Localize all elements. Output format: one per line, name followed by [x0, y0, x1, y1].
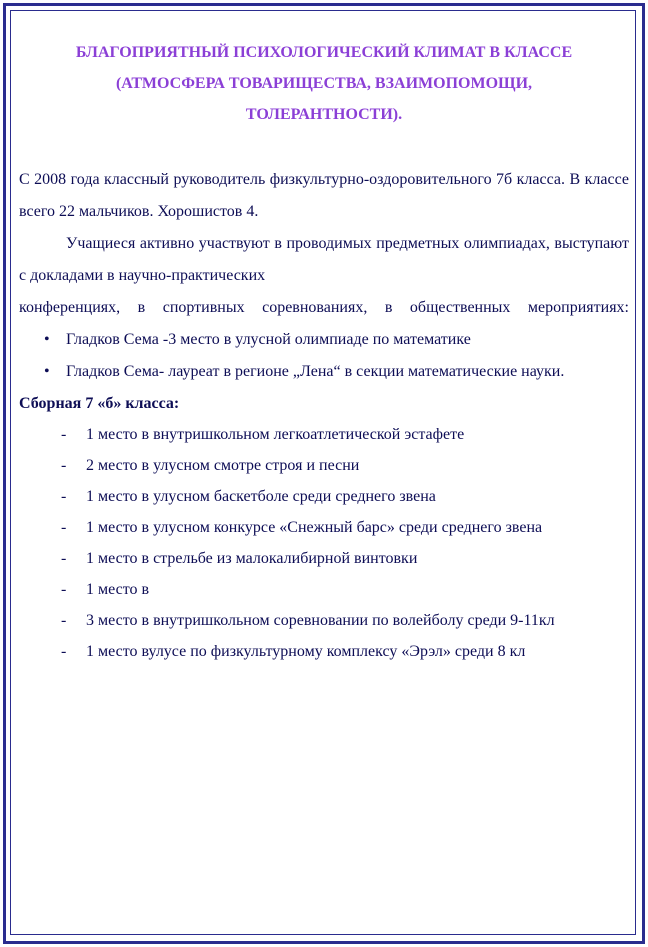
list-item: • Гладков Сема -3 место в улусной олимпиаде по математике — [19, 324, 629, 356]
title-line-3: ТОЛЕРАНТНОСТИ). — [245, 106, 403, 123]
dash-icon: - — [61, 612, 67, 629]
document-body — [19, 37, 629, 667]
dash-icon: - — [61, 457, 67, 474]
bullet-icon: • — [44, 363, 50, 380]
list-item: - 1 место в — [19, 574, 629, 605]
list-item: - 1 место в внутришкольном легкоатлетической эстафете — [19, 419, 629, 450]
list-item: • Гладков Сема- лауреат в регионе „Лена“ в секции математические науки. — [19, 356, 629, 388]
list-item: - 1 место в улусном конкурсе «Снежный барс» среди среднего звена — [19, 512, 629, 543]
title-line-1: БЛАГОПРИЯТНЫЙ ПСИХОЛОГИЧЕСКИЙ КЛИМАТ В КЛАССЕ — [75, 44, 573, 61]
dash-icon: - — [61, 581, 67, 598]
activity-paragraph — [19, 228, 629, 324]
team-heading: Сборная 7 «б» класса: — [19, 395, 180, 412]
list-item: - 1 место в стрельбе из малокалибирной винтовки — [19, 543, 629, 574]
team-results-list — [19, 419, 629, 667]
dash-icon: - — [61, 426, 67, 443]
dash-icon: - — [61, 550, 67, 567]
achievements-list — [19, 324, 629, 388]
title-line-2: (АТМОСФЕРА ТОВАРИЩЕСТВА, ВЗАИМОПОМОЩИ, — [115, 75, 533, 92]
dash-icon: - — [61, 488, 67, 505]
list-item: - 2 место в улусном смотре строя и песни — [19, 450, 629, 481]
document-title — [19, 37, 629, 130]
intro-paragraph: С 2008 года классный руководитель физкультурно-оздоровительного 7б класса. В классе всего 22 мальчиков. Хорошистов 4. — [19, 171, 629, 220]
dash-icon: - — [61, 519, 67, 536]
list-item: - 1 место вулусе по физкультурному комплексу «Эрэл» среди 8 кл — [19, 636, 629, 667]
activity-line-2: конференциях, в спортивных соревнованиях, в общественных мероприятиях: — [19, 299, 629, 316]
dash-icon: - — [61, 643, 67, 660]
bullet-icon: • — [44, 331, 50, 348]
list-item: - 1 место в улусном баскетболе среди среднего звена — [19, 481, 629, 512]
activity-line-1: Учащиеся активно участвуют в проводимых предметных олимпиадах, выступают с докладами в научно-практических — [19, 235, 629, 284]
list-item: - 3 место в внутришкольном соревновании по волейболу среди 9-11кл — [19, 605, 629, 636]
